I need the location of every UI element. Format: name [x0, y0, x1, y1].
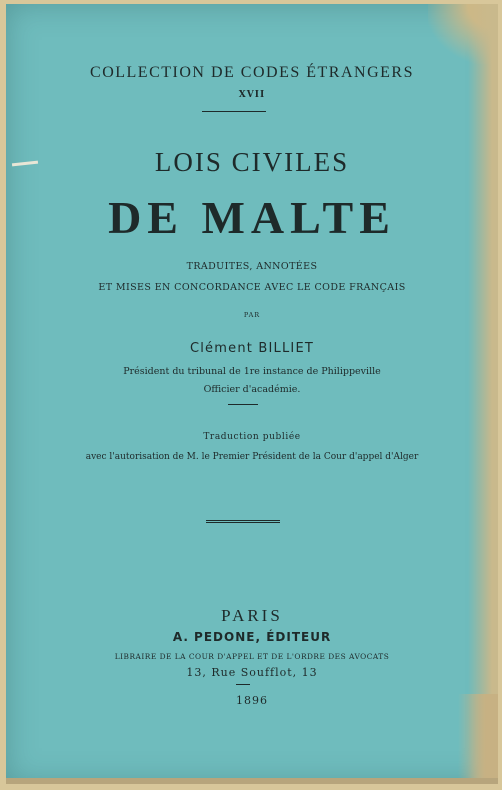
divider: [202, 111, 266, 112]
subtitle-line-2: ET MISES EN CONCORDANCE AVEC LE CODE FRANÇAIS: [98, 282, 406, 293]
translation-note-2: avec l'autorisation de M. le Premier Président de la Cour d'appel d'Alger: [85, 452, 419, 462]
publisher-address: 13, Rue Soufflot, 13: [186, 666, 318, 679]
ornamental-rule: [206, 520, 280, 523]
cover-stain: [458, 694, 498, 784]
book-cover: [6, 4, 498, 784]
title-line-2: DE MALTE: [108, 192, 396, 243]
divider: [236, 684, 250, 685]
publication-year: 1896: [236, 694, 268, 707]
cover-edge-wear: [6, 778, 498, 784]
by-label: PAR: [243, 311, 261, 319]
collection-title: COLLECTION DE CODES ÉTRANGERS: [90, 64, 414, 81]
volume-number: XVII: [238, 90, 266, 100]
translation-note-1: Traduction publiée: [203, 432, 301, 442]
author-name: Clément BILLIET: [189, 341, 315, 356]
author-role-2: Officier d'académie.: [203, 384, 301, 395]
publisher-name: A. PEDONE, ÉDITEUR: [172, 630, 332, 644]
author-role-1: Président du tribunal de 1re instance de Philippeville: [123, 366, 381, 377]
divider: [228, 404, 258, 405]
subtitle-line-1: TRADUITES, ANNOTÉES: [186, 261, 318, 272]
publication-city: PARIS: [221, 606, 283, 625]
publisher-description: LIBRAIRE DE LA COUR D'APPEL ET DE L'ORDRE DES AVOCATS: [114, 652, 390, 661]
title-line-1: LOIS CIVILES: [154, 147, 350, 177]
